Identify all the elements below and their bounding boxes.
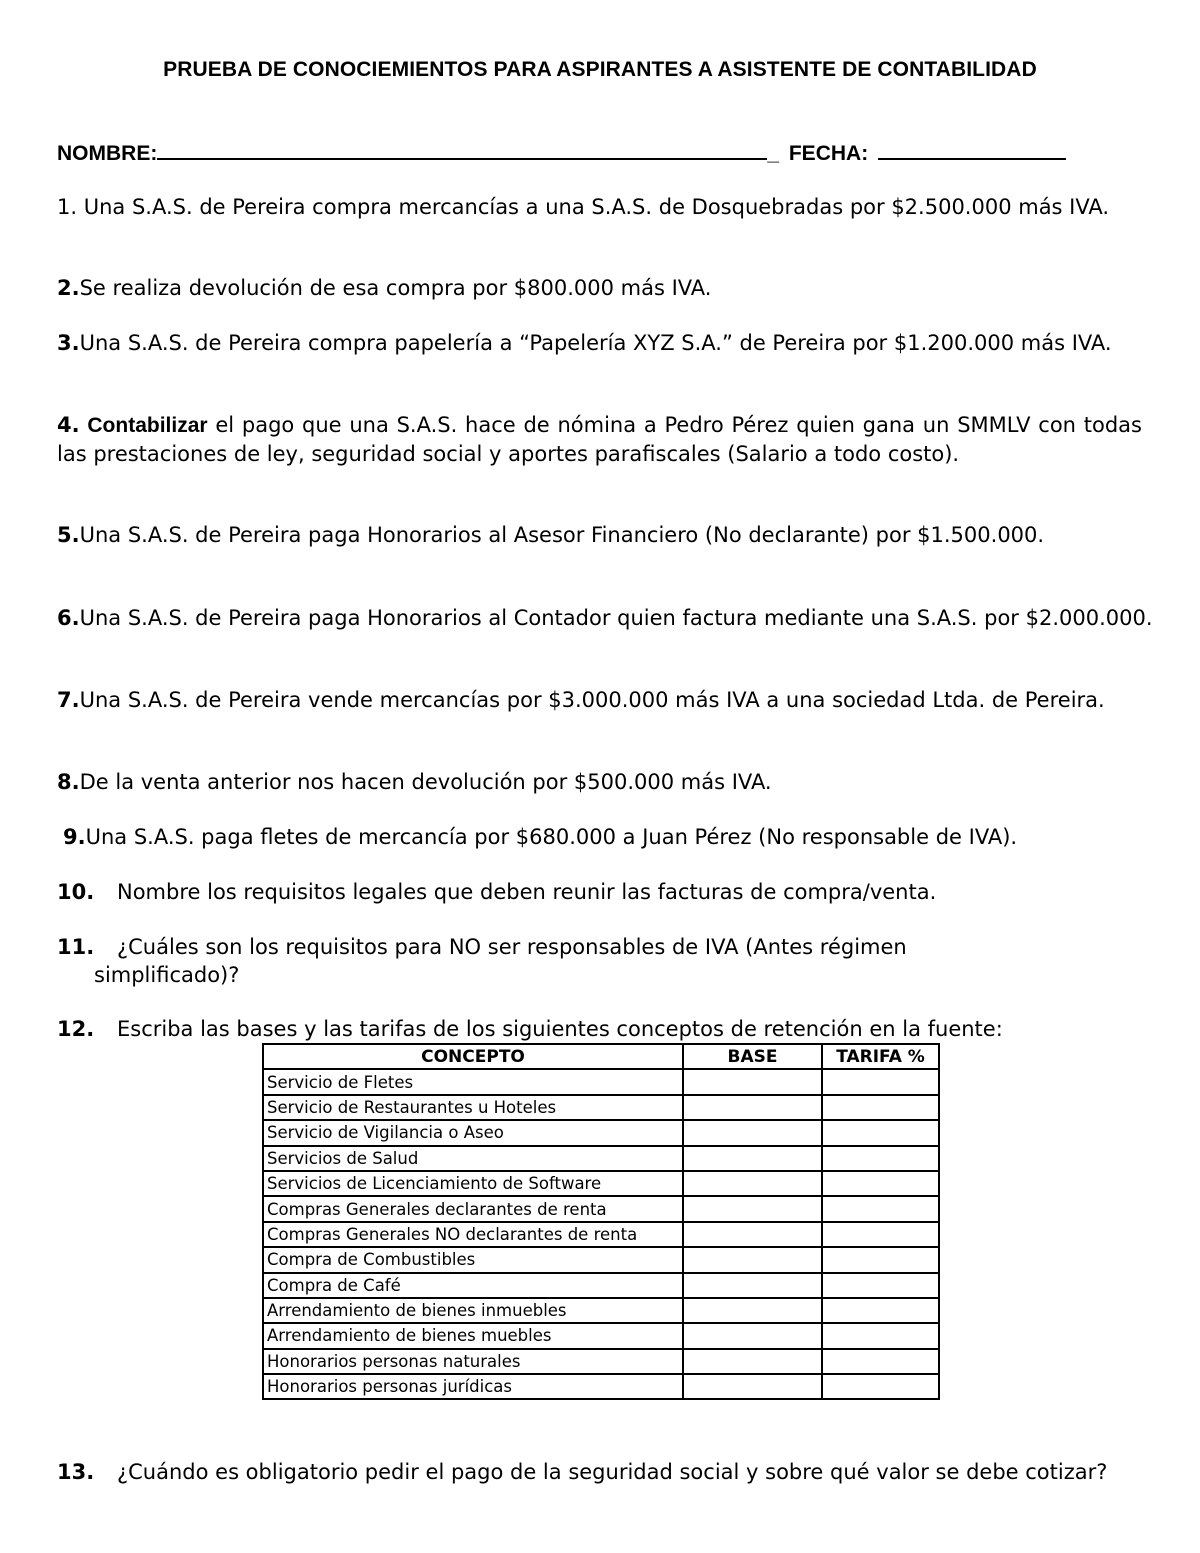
question-text: Se realiza devolución de esa compra por $800.000 más IVA.: [79, 276, 712, 300]
question-4: [57, 411, 1142, 468]
question-9: [63, 823, 1163, 851]
tarifa-cell[interactable]: [822, 1323, 939, 1348]
tarifa-cell[interactable]: [822, 1069, 939, 1094]
tarifa-cell[interactable]: [822, 1247, 939, 1272]
base-cell[interactable]: [683, 1323, 822, 1348]
question-number: 9.: [63, 825, 86, 849]
base-cell[interactable]: [683, 1146, 822, 1171]
question-12: [57, 1015, 1157, 1043]
question-text: Escriba las bases y las tarifas de los siguientes conceptos de retención en la fuente:: [117, 1017, 1003, 1041]
question-bold-lead: Contabilizar: [87, 414, 208, 437]
table-row: [263, 1349, 939, 1374]
question-text: Una S.A.S. de Pereira paga Honorarios al Asesor Financiero (No declarante) por $1.500.000.: [79, 523, 1045, 547]
question-13: [57, 1458, 1144, 1486]
question-5: [57, 521, 1083, 549]
table-row: [263, 1247, 939, 1272]
concepto-cell: Servicio de Vigilancia o Aseo: [263, 1120, 683, 1145]
header-base: BASE: [683, 1044, 822, 1069]
question-number: 13.: [57, 1460, 95, 1484]
concepto-cell: Arrendamiento de bienes inmuebles: [263, 1298, 683, 1323]
question-3: [57, 329, 1143, 357]
concepto-cell: Servicios de Salud: [263, 1146, 683, 1171]
concepto-cell: Compras Generales NO declarantes de renta: [263, 1222, 683, 1247]
tarifa-cell[interactable]: [822, 1298, 939, 1323]
table-row: [263, 1374, 939, 1399]
tarifa-cell[interactable]: [822, 1146, 939, 1171]
table-row: [263, 1120, 939, 1145]
tarifa-cell[interactable]: [822, 1171, 939, 1196]
tarifa-cell[interactable]: [822, 1222, 939, 1247]
question-number: 12.: [57, 1017, 95, 1041]
question-text: ¿Cuándo es obligatorio pedir el pago de la seguridad social y sobre qué valor se debe cotizar?: [117, 1460, 1108, 1484]
question-text: Una S.A.S. de Pereira compra mercancías a una S.A.S. de Dosquebradas por $2.500.000 más IVA.: [83, 195, 1110, 219]
concepto-cell: Compras Generales declarantes de renta: [263, 1196, 683, 1221]
question-text: Nombre los requisitos legales que deben reunir las facturas de compra/venta.: [117, 880, 937, 904]
table-row: [263, 1196, 939, 1221]
table-row: [263, 1146, 939, 1171]
name-blank-line: [157, 138, 767, 160]
question-text: ¿Cuáles son los requisitos para NO ser responsables de IVA (Antes régimen simplificado)?: [94, 935, 907, 987]
tarifa-cell[interactable]: [822, 1095, 939, 1120]
question-text: Una S.A.S. de Pereira paga Honorarios al Contador quien factura mediante una S.A.S. por $2.000.000.: [79, 606, 1153, 630]
question-number: 10.: [57, 880, 95, 904]
question-number: 6.: [57, 606, 80, 630]
base-cell[interactable]: [683, 1273, 822, 1298]
name-label: NOMBRE:: [57, 142, 158, 165]
name-line-tail: _: [767, 142, 780, 165]
base-cell[interactable]: [683, 1171, 822, 1196]
base-cell[interactable]: [683, 1247, 822, 1272]
table-row: [263, 1069, 939, 1094]
date-blank-line: [878, 138, 1066, 160]
base-cell[interactable]: [683, 1196, 822, 1221]
question-number: 11.: [57, 935, 95, 959]
question-number: 8.: [57, 770, 80, 794]
document-title: PRUEBA DE CONOCIEMIENTOS PARA ASPIRANTES A ASISTENTE DE CONTABILIDAD: [163, 58, 1037, 81]
question-1: [57, 193, 1143, 221]
question-2: [57, 274, 1143, 302]
question-number: 5.: [57, 523, 80, 547]
question-number: 2.: [57, 276, 80, 300]
base-cell[interactable]: [683, 1222, 822, 1247]
concepto-cell: Compra de Combustibles: [263, 1247, 683, 1272]
table-row: [263, 1095, 939, 1120]
base-cell[interactable]: [683, 1069, 822, 1094]
base-cell[interactable]: [683, 1349, 822, 1374]
concepto-cell: Arrendamiento de bienes muebles: [263, 1323, 683, 1348]
header-concepto: CONCEPTO: [263, 1044, 683, 1069]
tarifa-cell[interactable]: [822, 1273, 939, 1298]
table-row: [263, 1323, 939, 1348]
question-6: [57, 604, 1153, 632]
base-cell[interactable]: [683, 1298, 822, 1323]
tarifa-cell[interactable]: [822, 1374, 939, 1399]
concepto-cell: Servicios de Licenciamiento de Software: [263, 1171, 683, 1196]
table-header-row: [263, 1044, 939, 1069]
date-label: FECHA:: [788, 142, 869, 165]
table-row: [263, 1171, 939, 1196]
base-cell[interactable]: [683, 1374, 822, 1399]
concepto-cell: Compra de Café: [263, 1273, 683, 1298]
question-number: 1.: [57, 195, 78, 219]
concepto-cell: Servicio de Restaurantes u Hoteles: [263, 1095, 683, 1120]
withholding-table: [262, 1043, 940, 1400]
tarifa-cell[interactable]: [822, 1349, 939, 1374]
concepto-cell: Honorarios personas jurídicas: [263, 1374, 683, 1399]
table-row: [263, 1273, 939, 1298]
header-tarifa: TARIFA %: [822, 1044, 939, 1069]
question-11: [57, 933, 1054, 989]
question-7: [57, 686, 1153, 714]
question-text: De la venta anterior nos hacen devolución por $500.000 más IVA.: [79, 770, 772, 794]
header-fields: [57, 138, 1066, 166]
question-10: [57, 878, 1147, 906]
question-number: 3.: [57, 331, 80, 355]
question-8: [57, 768, 1143, 796]
question-text: el pago que una S.A.S. hace de nómina a Pedro Pérez quien gana un SMMLV con todas las prestaciones de ley, seguridad social y aportes parafiscales (Salario a todo costo).: [57, 413, 1142, 466]
base-cell[interactable]: [683, 1095, 822, 1120]
table-row: [263, 1298, 939, 1323]
tarifa-cell[interactable]: [822, 1196, 939, 1221]
question-number: 4.: [57, 413, 80, 437]
base-cell[interactable]: [683, 1120, 822, 1145]
concepto-cell: Honorarios personas naturales: [263, 1349, 683, 1374]
question-number: 7.: [57, 688, 80, 712]
tarifa-cell[interactable]: [822, 1120, 939, 1145]
concepto-cell: Servicio de Fletes: [263, 1069, 683, 1094]
table-row: [263, 1222, 939, 1247]
question-text: Una S.A.S. de Pereira compra papelería a “Papelería XYZ S.A.” de Pereira por $1.200.000 más IVA.: [79, 331, 1112, 355]
question-text: Una S.A.S. de Pereira vende mercancías por $3.000.000 más IVA a una sociedad Ltda. de Pereira.: [79, 688, 1105, 712]
question-text: Una S.A.S. paga fletes de mercancía por $680.000 a Juan Pérez (No responsable de IVA).: [85, 825, 1018, 849]
